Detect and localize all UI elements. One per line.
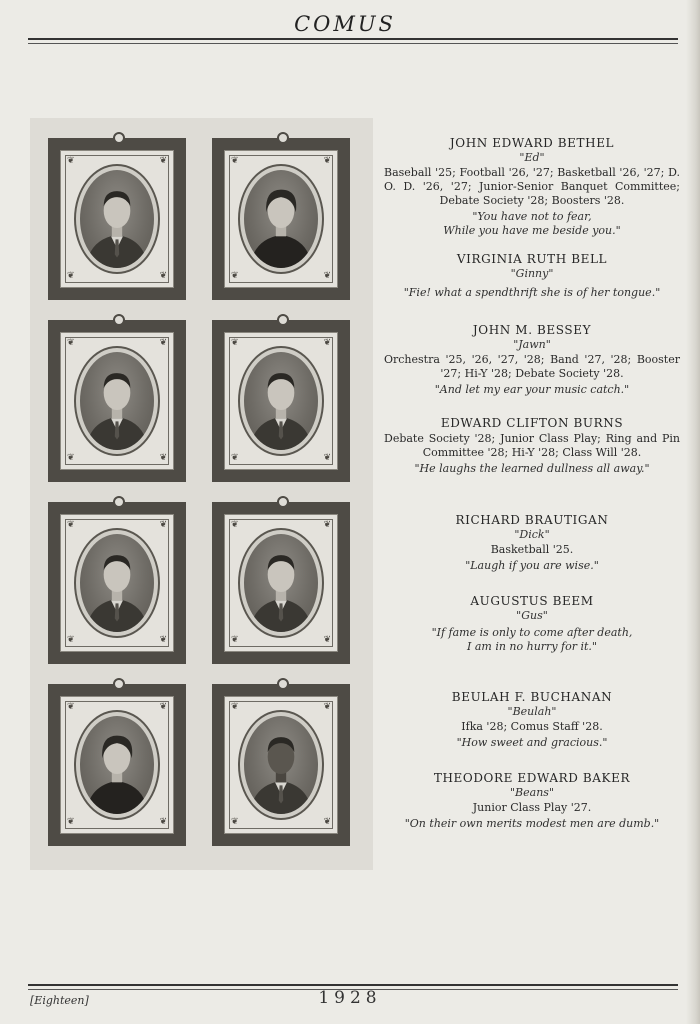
corner-ornament-icon: ❦ xyxy=(67,817,75,827)
corner-ornament-icon: ❦ xyxy=(323,520,331,530)
portrait-beem xyxy=(212,502,350,664)
footer-rule xyxy=(28,984,678,986)
person-silhouette xyxy=(244,170,318,268)
corner-ornament-icon: ❦ xyxy=(231,338,239,348)
entry-nickname: "Jawn" xyxy=(513,338,551,351)
corner-ornament-icon: ❦ xyxy=(159,271,167,281)
portrait-mat xyxy=(60,514,174,652)
corner-ornament-icon: ❦ xyxy=(159,156,167,166)
portrait-photo xyxy=(80,534,154,632)
corner-ornament-icon: ❦ xyxy=(67,635,75,645)
entry-nickname: "Beans" xyxy=(510,786,554,799)
corner-ornament-icon: ❦ xyxy=(323,453,331,463)
hanging-ring xyxy=(113,678,125,690)
portrait-inner-border xyxy=(229,155,333,283)
portrait-bell xyxy=(212,138,350,300)
corner-ornament-icon: ❦ xyxy=(159,635,167,645)
portrait-photo xyxy=(80,170,154,268)
portrait-brautigan xyxy=(48,502,186,664)
corner-ornament-icon: ❦ xyxy=(67,702,75,712)
header-rule xyxy=(28,38,678,40)
portrait-photo xyxy=(244,716,318,814)
hanging-ring xyxy=(113,314,125,326)
portrait-mat xyxy=(224,332,338,470)
portrait-mat xyxy=(224,696,338,834)
portrait-oval xyxy=(74,710,160,820)
corner-ornament-icon: ❦ xyxy=(159,817,167,827)
portrait-buchanan xyxy=(48,684,186,846)
corner-ornament-icon: ❦ xyxy=(231,453,239,463)
tie-shape xyxy=(115,603,119,621)
page-number-label: [Eighteen] xyxy=(30,994,89,1007)
hanging-ring xyxy=(277,314,289,326)
person-silhouette xyxy=(80,352,154,450)
entry-name: EDWARD CLIFTON BURNS xyxy=(440,416,624,430)
entry-bessey xyxy=(384,323,680,397)
entry-buchanan xyxy=(384,690,680,750)
corner-ornament-icon: ❦ xyxy=(323,338,331,348)
portrait-baker xyxy=(212,684,350,846)
hanging-ring xyxy=(277,678,289,690)
person-silhouette xyxy=(80,170,154,268)
corner-ornament-icon: ❦ xyxy=(323,635,331,645)
footer-year: 1928 xyxy=(318,988,382,1008)
corner-ornament-icon: ❦ xyxy=(67,338,75,348)
corner-ornament-icon: ❦ xyxy=(323,702,331,712)
entry-name: AUGUSTUS BEEM xyxy=(470,594,594,608)
person-silhouette xyxy=(244,534,318,632)
entry-activities: Orchestra '25, '26, '27, '28; Band '27, '28; Booster '27; Hi-Y '28; Debate Society '28. xyxy=(384,353,680,380)
portrait-photo xyxy=(80,716,154,814)
portrait-inner-border xyxy=(229,337,333,465)
entry-nickname: "Beulah" xyxy=(507,705,557,718)
entry-brautigan xyxy=(384,513,680,573)
entry-quote: "How sweet and gracious." xyxy=(456,736,608,749)
entry-activities: Junior Class Play '27. xyxy=(472,801,592,814)
entry-quote: "And let my ear your music catch." xyxy=(434,383,630,396)
entry-activities: Ifka '28; Comus Staff '28. xyxy=(461,720,603,733)
corner-ornament-icon: ❦ xyxy=(231,817,239,827)
portrait-mat xyxy=(224,514,338,652)
tie-shape xyxy=(115,239,119,257)
entry-name: JOHN M. BESSEY xyxy=(472,323,592,337)
photo-panel xyxy=(30,118,373,870)
corner-ornament-icon: ❦ xyxy=(231,702,239,712)
portrait-photo xyxy=(244,534,318,632)
portrait-mat xyxy=(60,696,174,834)
hanging-ring xyxy=(277,132,289,144)
portrait-inner-border xyxy=(229,519,333,647)
portrait-inner-border xyxy=(229,701,333,829)
portrait-oval xyxy=(74,528,160,638)
entry-nickname: "Ginny" xyxy=(510,267,554,280)
hanging-ring xyxy=(113,132,125,144)
tie-shape xyxy=(279,603,283,621)
person-silhouette xyxy=(80,534,154,632)
corner-ornament-icon: ❦ xyxy=(67,156,75,166)
corner-ornament-icon: ❦ xyxy=(159,453,167,463)
portrait-bessey xyxy=(48,320,186,482)
entry-name: RICHARD BRAUTIGAN xyxy=(455,513,609,527)
entry-name: VIRGINIA RUTH BELL xyxy=(456,252,608,266)
portrait-bethel xyxy=(48,138,186,300)
portrait-mat xyxy=(60,150,174,288)
clothing-shape xyxy=(86,781,148,814)
tie-shape xyxy=(115,421,119,439)
corner-ornament-icon: ❦ xyxy=(323,156,331,166)
entry-beem xyxy=(384,594,680,654)
corner-ornament-icon: ❦ xyxy=(67,520,75,530)
person-silhouette xyxy=(244,352,318,450)
entry-activities: Baseball '25; Football '26, '27; Basketball '26, '27; D. O. D. '26, '27; Junior-Senior Banquet Committee; Debate Society '28; Boosters '28. xyxy=(384,166,680,207)
portrait-inner-border xyxy=(65,519,169,647)
corner-ornament-icon: ❦ xyxy=(67,271,75,281)
portrait-inner-border xyxy=(65,155,169,283)
hanging-ring xyxy=(277,496,289,508)
entry-name: JOHN EDWARD BETHEL xyxy=(449,136,615,150)
portrait-oval xyxy=(238,346,324,456)
portrait-inner-border xyxy=(65,337,169,465)
corner-ornament-icon: ❦ xyxy=(159,702,167,712)
page-edge-shadow xyxy=(686,0,700,1024)
portrait-oval xyxy=(238,528,324,638)
tie-shape xyxy=(279,785,283,803)
portrait-oval xyxy=(238,164,324,274)
page-header-title: COMUS xyxy=(294,12,396,36)
portrait-photo xyxy=(244,170,318,268)
portrait-oval xyxy=(238,710,324,820)
entry-nickname: "Dick" xyxy=(514,528,550,541)
corner-ornament-icon: ❦ xyxy=(323,271,331,281)
entry-quote: "He laughs the learned dullness all away." xyxy=(414,462,650,475)
entry-quote: "On their own merits modest men are dumb." xyxy=(404,817,660,830)
portrait-photo xyxy=(80,352,154,450)
entry-bethel xyxy=(384,136,680,238)
entry-nickname: "Ed" xyxy=(519,151,545,164)
portrait-burns xyxy=(212,320,350,482)
entry-bell xyxy=(384,252,680,300)
corner-ornament-icon: ❦ xyxy=(231,156,239,166)
corner-ornament-icon: ❦ xyxy=(231,520,239,530)
portrait-mat xyxy=(224,150,338,288)
entry-quote: "Laugh if you are wise." xyxy=(465,559,599,572)
entry-name: THEODORE EDWARD BAKER xyxy=(433,771,631,785)
entry-quote: "If fame is only to come after death, I am in no hurry for it." xyxy=(431,626,633,653)
entry-name: BEULAH F. BUCHANAN xyxy=(451,690,613,704)
portrait-oval xyxy=(74,164,160,274)
entry-quote: "Fie! what a spendthrift she is of her tongue." xyxy=(403,286,661,299)
clothing-shape xyxy=(250,235,312,268)
corner-ornament-icon: ❦ xyxy=(67,453,75,463)
corner-ornament-icon: ❦ xyxy=(231,635,239,645)
entry-quote: "You have not to fear, While you have me beside you." xyxy=(443,210,621,237)
header-rule-thin xyxy=(28,43,678,44)
portrait-oval xyxy=(74,346,160,456)
entry-activities: Basketball '25. xyxy=(490,543,574,556)
corner-ornament-icon: ❦ xyxy=(159,520,167,530)
portrait-inner-border xyxy=(65,701,169,829)
corner-ornament-icon: ❦ xyxy=(159,338,167,348)
person-silhouette xyxy=(244,716,318,814)
entry-burns xyxy=(384,416,680,476)
entry-nickname: "Gus" xyxy=(516,609,548,622)
corner-ornament-icon: ❦ xyxy=(323,817,331,827)
portrait-photo xyxy=(244,352,318,450)
corner-ornament-icon: ❦ xyxy=(231,271,239,281)
portrait-mat xyxy=(60,332,174,470)
entry-baker xyxy=(384,771,680,831)
person-silhouette xyxy=(80,716,154,814)
entry-activities: Debate Society '28; Junior Class Play; Ring and Pin Committee '28; Hi-Y '28; Class Will '28. xyxy=(384,432,680,459)
tie-shape xyxy=(279,421,283,439)
hanging-ring xyxy=(113,496,125,508)
